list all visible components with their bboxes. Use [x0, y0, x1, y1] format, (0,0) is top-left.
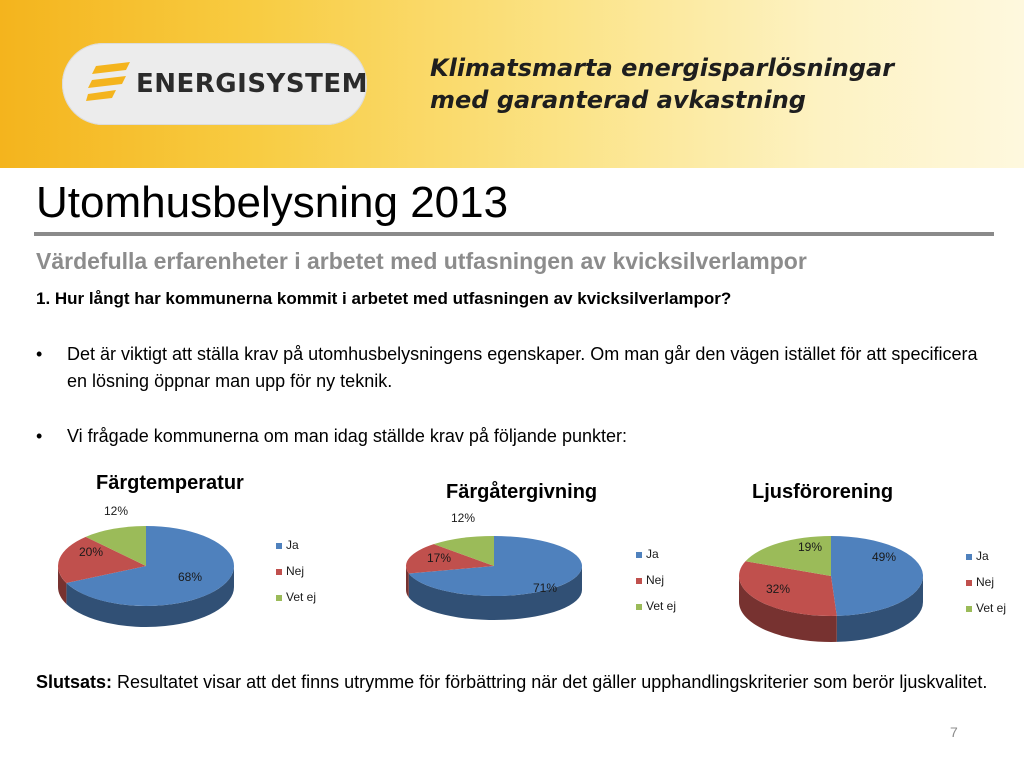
legend-label: Nej	[646, 573, 665, 587]
legend-label: Vet ej	[646, 599, 677, 613]
legend-swatch	[276, 595, 282, 601]
legend-swatch	[636, 578, 642, 584]
legend-label: Nej	[976, 575, 995, 589]
pie-data-label: 12%	[103, 504, 129, 518]
pie-chart-2	[406, 511, 676, 620]
legend-swatch	[276, 543, 282, 549]
pie-data-label: 49%	[871, 550, 897, 564]
legend-label: Ja	[286, 538, 299, 552]
legend-swatch	[966, 606, 972, 612]
bullet-icon: •	[36, 426, 43, 446]
conclusion-text: Resultatet visar att det finns utrymme för förbättring när det gäller upphandlingskriterier som berör ljuskvalitet.	[112, 672, 988, 692]
legend-swatch	[636, 604, 642, 610]
slide-subtitle: Värdefulla erfarenheter i arbetet med utfasningen av kvicksilverlampor	[36, 248, 807, 274]
legend-label: Vet ej	[976, 601, 1007, 615]
pie-data-label: 68%	[177, 570, 203, 584]
pie-chart-1	[58, 504, 316, 627]
legend-label: Ja	[646, 547, 659, 561]
pie-chart-3	[739, 536, 1006, 642]
pie-data-label: 20%	[78, 545, 104, 559]
chart-title-fargtemperatur: Färgtemperatur	[96, 472, 244, 494]
pie-data-label: 17%	[426, 551, 452, 565]
legend-swatch	[966, 580, 972, 586]
legend-label: Nej	[286, 564, 305, 578]
pie-data-label: 12%	[450, 511, 476, 525]
tagline-line-1: Klimatsmarta energisparlösningar	[430, 54, 895, 82]
conclusion-label: Slutsats:	[36, 672, 113, 692]
pie-data-label: 19%	[797, 540, 823, 554]
pie-data-label: 32%	[765, 582, 791, 596]
bullet-icon: •	[36, 344, 43, 364]
legend-swatch	[636, 552, 642, 558]
tagline-line-2: med garanterad avkastning	[430, 86, 806, 114]
bullet-text: Det är viktigt att ställa krav på utomhusbelysningens egenskaper. Om man går den vägen istället för att specificera en lösning öppnar man upp för ny teknik.	[67, 344, 978, 391]
chart-title-ljusfororening: Ljusförorening	[752, 481, 894, 503]
legend-swatch	[966, 554, 972, 560]
bullet-text: Vi frågade kommunerna om man idag ställde krav på följande punkter:	[67, 426, 627, 446]
page-number: 7	[950, 724, 958, 740]
legend-label: Vet ej	[286, 590, 317, 604]
legend-swatch	[276, 569, 282, 575]
conclusion	[36, 669, 996, 696]
legend-label: Ja	[976, 549, 989, 563]
pie-data-label: 71%	[532, 581, 558, 595]
slide-title: Utomhusbelysning 2013	[36, 178, 509, 227]
survey-question: 1. Hur långt har kommunerna kommit i arbetet med utfasningen av kvicksilverlampor?	[36, 289, 732, 308]
chart-title-fargatergivning: Färgåtergivning	[446, 481, 598, 503]
logo-text: ENERGISYSTEM	[136, 69, 368, 99]
